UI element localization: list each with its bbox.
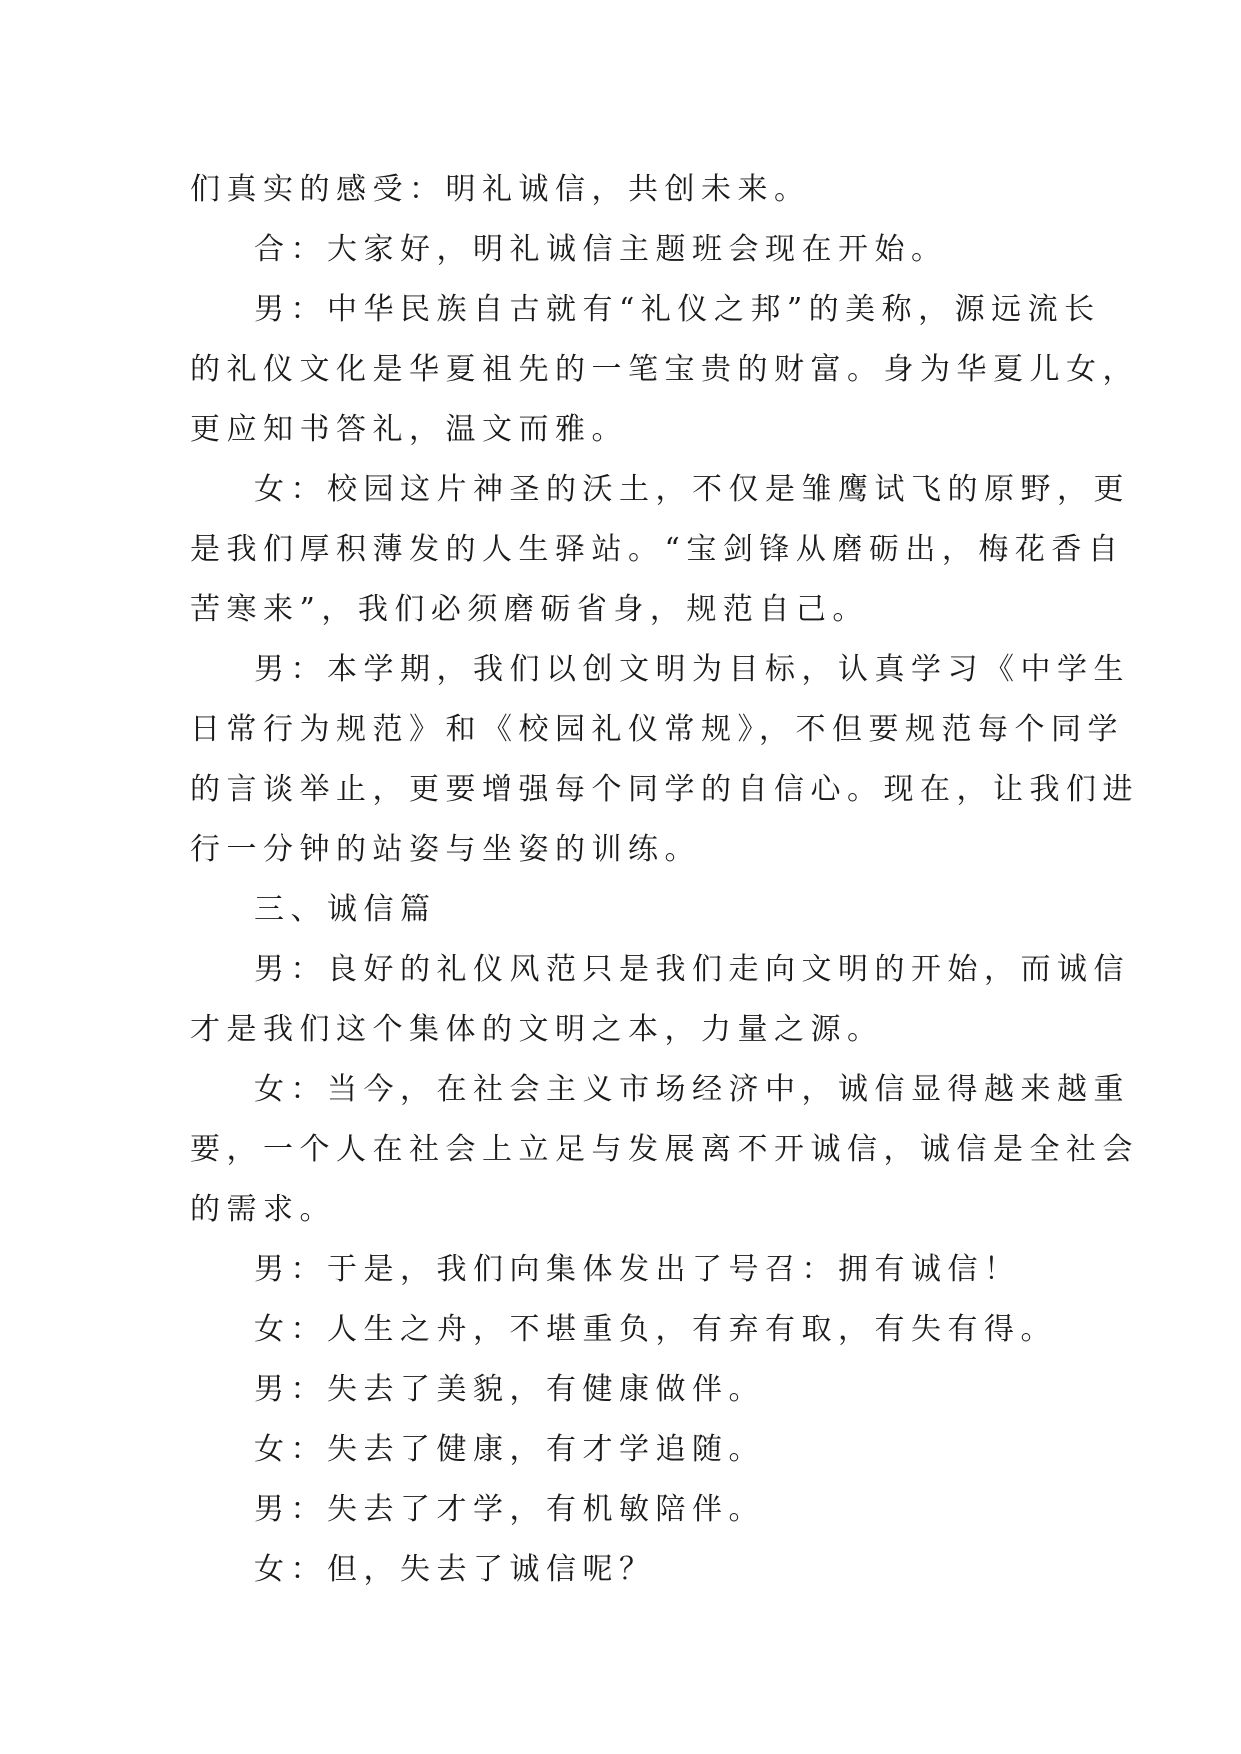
text-line: 男：本学期，我们以创文明为目标，认真学习《中学生: [254, 652, 1130, 687]
text-line: 女：校园这片神圣的沃土，不仅是雏鹰试飞的原野，更: [254, 472, 1130, 507]
text-line: 男：良好的礼仪风范只是我们走向文明的开始，而诚信: [254, 952, 1130, 987]
text-line: 男：失去了才学，有机敏陪伴。: [254, 1492, 765, 1527]
text-line: 更应知书答礼，温文而雅。: [190, 412, 628, 447]
text-line: 男：失去了美貌，有健康做伴。: [254, 1372, 765, 1407]
text-line: 才是我们这个集体的文明之本，力量之源。: [190, 1012, 884, 1047]
text-line: 日常行为规范》和《校园礼仪常规》，不但要规范每个同学: [190, 712, 1124, 747]
document-body: [190, 160, 1139, 1600]
text-line: 行一分钟的站姿与坐姿的训练。: [190, 832, 701, 867]
text-line: 合：大家好，明礼诚信主题班会现在开始。: [254, 232, 948, 267]
text-line: 男：于是，我们向集体发出了号召：拥有诚信！: [254, 1252, 1021, 1287]
text-line: 男：中华民族自古就有“礼仪之邦”的美称，源远流长: [254, 292, 1101, 327]
text-line: 们真实的感受：明礼诚信，共创未来。: [190, 172, 811, 207]
text-line: 女：失去了健康，有才学追随。: [254, 1432, 765, 1467]
text-line: 的言谈举止，更要增强每个同学的自信心。现在，让我们进: [190, 772, 1139, 807]
text-line: 苦寒来”，我们必须磨砺省身，规范自己。: [190, 592, 869, 627]
text-line: 的需求。: [190, 1192, 336, 1227]
section-heading: 三、诚信篇: [254, 892, 437, 927]
text-line: 女：但，失去了诚信呢？: [254, 1552, 656, 1587]
text-line: 女：当今，在社会主义市场经济中，诚信显得越来越重: [254, 1072, 1130, 1107]
text-line: 女：人生之舟，不堪重负，有弃有取，有失有得。: [254, 1312, 1057, 1347]
text-line: 的礼仪文化是华夏祖先的一笔宝贵的财富。身为华夏儿女，: [190, 352, 1139, 387]
text-line: 是我们厚积薄发的人生驿站。“宝剑锋从磨砺出，梅花香自: [190, 532, 1125, 567]
text-line: 要，一个人在社会上立足与发展离不开诚信，诚信是全社会: [190, 1132, 1139, 1167]
